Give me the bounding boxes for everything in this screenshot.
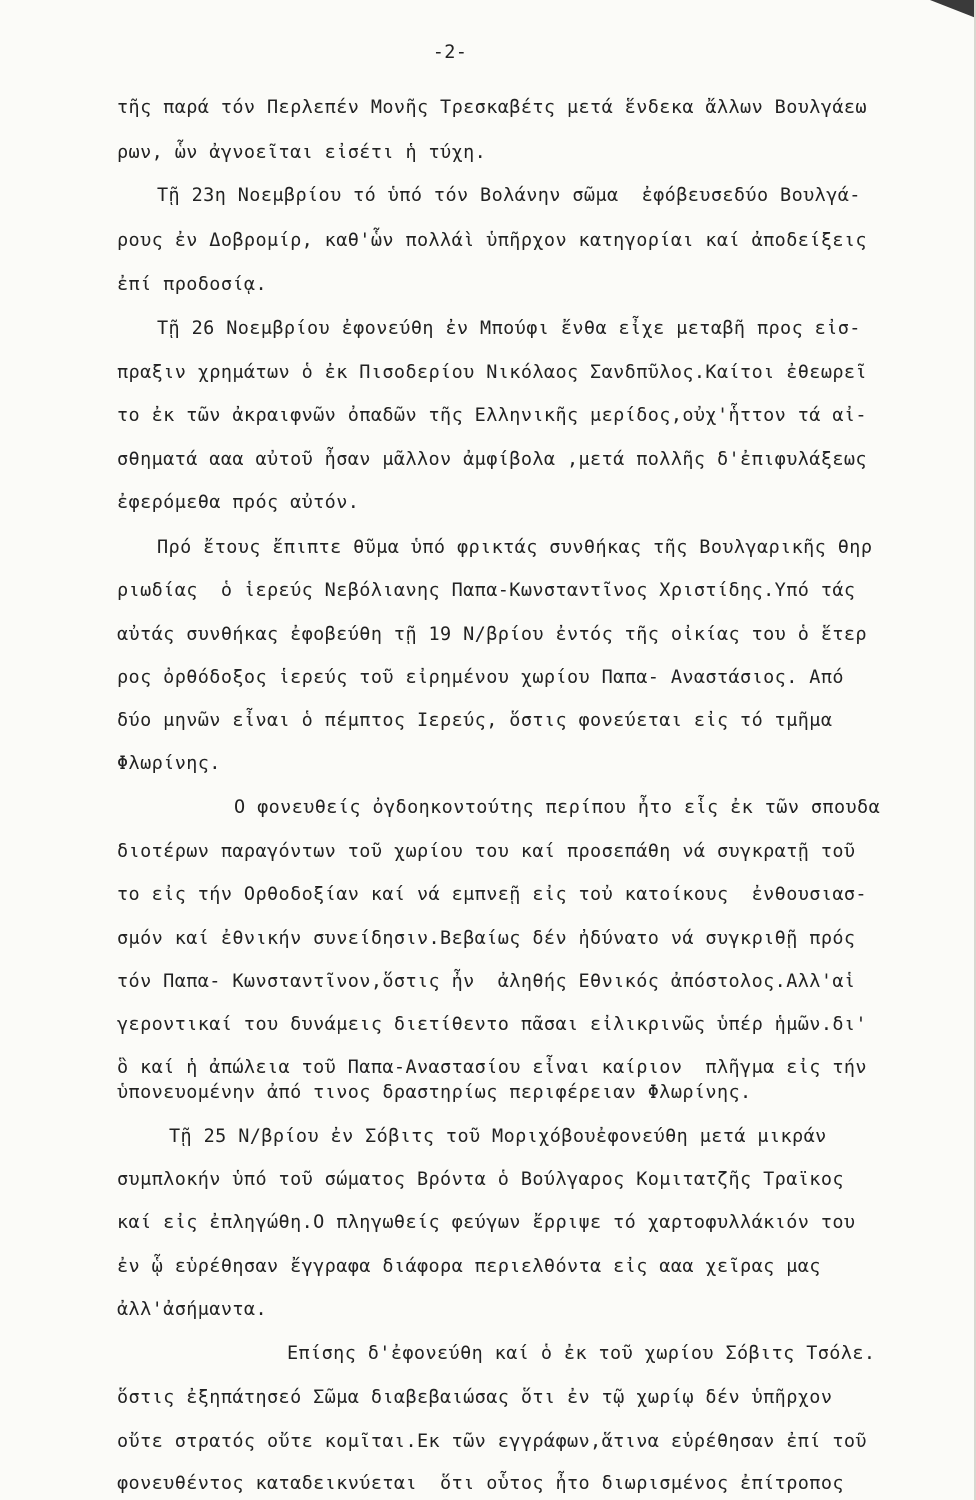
text-line: ἐν ᾧ εὑρέθησαν ἔγγραφα διάφορα περιελθόντα εἰς ααα χεῖρας μας xyxy=(117,1256,821,1277)
text-line: πραξιν χρημάτων ὁ ἐκ Πισοδερίου Νικόλαος Σανδπῦλος.Καίτοι ἐθεωρεῖ xyxy=(117,362,867,383)
text-line: Ο φονευθείς ὀγδοηκοντούτης περίπου ἦτο εἷς ἐκ τῶν σπουδα xyxy=(234,797,881,818)
text-line: Τῇ 25 Ν/βρίου ἐν Σόβιτς τοῦ Μοριχόβουἐφονεύθη μετά μικράν xyxy=(169,1126,827,1147)
text-line: Φλωρίνης. xyxy=(117,753,221,774)
text-line: Τῇ 26 Νοεμβρίου ἐφονεύθη ἐν Μπούφι ἔνθα εἶχε μεταβῆ προς εἰσ- xyxy=(157,318,861,339)
text-line: ρους ἐν Δοβρομίρ, καθ'ὧν πολλάὶ ὑπῆρχον κατηγορίαι καί ἀποδείξεις xyxy=(117,230,867,251)
text-line: Επίσης δ'ἐφονεύθη καί ὁ ἐκ τοῦ χωρίου Σόβιτς Τσόλε. xyxy=(287,1343,876,1364)
text-line: ὃ καί ἡ ἀπώλεια τοῦ Παπα-Αναστασίου εἶναι καίριον πλῆγμα εἰς τήν xyxy=(117,1057,867,1078)
text-line: ὑπονευομένην ἀπό τινος δραστηρίως περιφέρειαν Φλωρίνης. xyxy=(117,1082,752,1103)
text-line: ἐπί προδοσίᾳ. xyxy=(117,274,267,295)
text-line: ἐφερόμεθα πρός αὐτόν. xyxy=(117,492,360,513)
text-line: τόν Παπα- Κωνσταντῖνον,ὅστις ἦν ἀληθής Εθνικός ἀπόστολος.Αλλ'αἱ xyxy=(117,971,856,992)
text-line: Πρό ἔτους ἔπιπτε θῦμα ὑπό φρικτάς συνθήκας τῆς Βουλγαρικῆς θηρ xyxy=(157,537,873,558)
page-number: -2- xyxy=(432,42,468,63)
text-line: σμόν καί ἐθνικήν συνείδησιν.Βεβαίως δέν ἠδύνατο νά συγκριθῇ πρός xyxy=(117,928,856,949)
text-line: διοτέρων παραγόντων τοῦ χωρίου του καί προσεπάθη νά συγκρατῇ τοῦ xyxy=(117,841,856,862)
text-line: Τῇ 23η Νοεμβρίου τό ὑπό τόν Βολάνην σῶμα ἐφόβευσεδύο Βουλγά- xyxy=(157,185,861,206)
text-line: ρων, ὧν ἀγνοεῖται εἰσέτι ἡ τύχη. xyxy=(117,142,487,163)
text-line: γεροντικαί του δυνάμεις διετίθεντο πᾶσαι εἰλικρινῶς ὑπέρ ἡμῶν.δι' xyxy=(117,1014,867,1035)
text-line: οὔτε στρατός οὔτε κομῖται.Εκ τῶν εγγράφων,ἅτινα εὑρέθησαν ἐπί τοῦ xyxy=(117,1431,867,1452)
text-line: καί εἰς ἐπληγώθη.Ο πληγωθείς φεύγων ἔρριψε τό χαρτοφυλλάκιόν του xyxy=(117,1212,856,1233)
text-line: συμπλοκήν ὑπό τοῦ σώματος Βρόντα ὁ Βούλγαρος Κομιτατζῆς Τραϊκος xyxy=(117,1169,844,1190)
text-line: αὐτάς συνθήκας ἐφοβεύθη τῇ 19 Ν/βρίου ἐντός τῆς οἰκίας του ὁ ἕτερ xyxy=(117,624,867,645)
text-line: ρος ὀρθόδοξος ἱερεύς τοῦ εἰρημένου χωρίου Παπα- Αναστάσιος. Από xyxy=(117,667,844,688)
text-line: ὅστις ἐξηπάτησεό Σῶμα διαβεβαιώσας ὅτι ἐν τῷ χωρίῳ δέν ὑπῆρχον xyxy=(117,1387,833,1408)
text-line: το εἰς τήν Ορθοδοξίαν καί νά εμπνεῇ εἰς τοὐ κατοίκους ἐνθουσιασ- xyxy=(117,884,867,905)
text-line: τῆς παρά τόν Περλεπέν Μονῆς Τρεσκαβέτς μετά ἕνδεκα ἄλλων Βουλγάεω xyxy=(117,97,867,118)
text-line: το ἐκ τῶν ἀκραιφνῶν ὀπαδῶν τῆς Ελληνικῆς μερίδος,οὐχ'ἧττον τά αἰ- xyxy=(117,405,867,426)
text-line: ριωδίας ὁ ἱερεύς Νεβόλιανης Παπα-Κωνσταντῖνος Χριστίδης.Υπό τάς xyxy=(117,580,856,601)
text-line: σθηματά ααα αὐτοῦ ἦσαν μᾶλλον ἀμφίβολα ,μετά πολλῆς δ'ἐπιφυλάξεως xyxy=(117,449,867,470)
text-line: φονευθέντος καταδεικνύεται ὅτι οὗτος ἦτο διωρισμένος ἐπίτροπος xyxy=(117,1473,844,1494)
text-line: δύο μηνῶν εἶναι ὁ πέμπτος Ιερεύς, ὅστις φονεύεται εἰς τό τμῆμα xyxy=(117,710,833,731)
text-line: ἀλλ'ἀσήμαντα. xyxy=(117,1299,267,1320)
